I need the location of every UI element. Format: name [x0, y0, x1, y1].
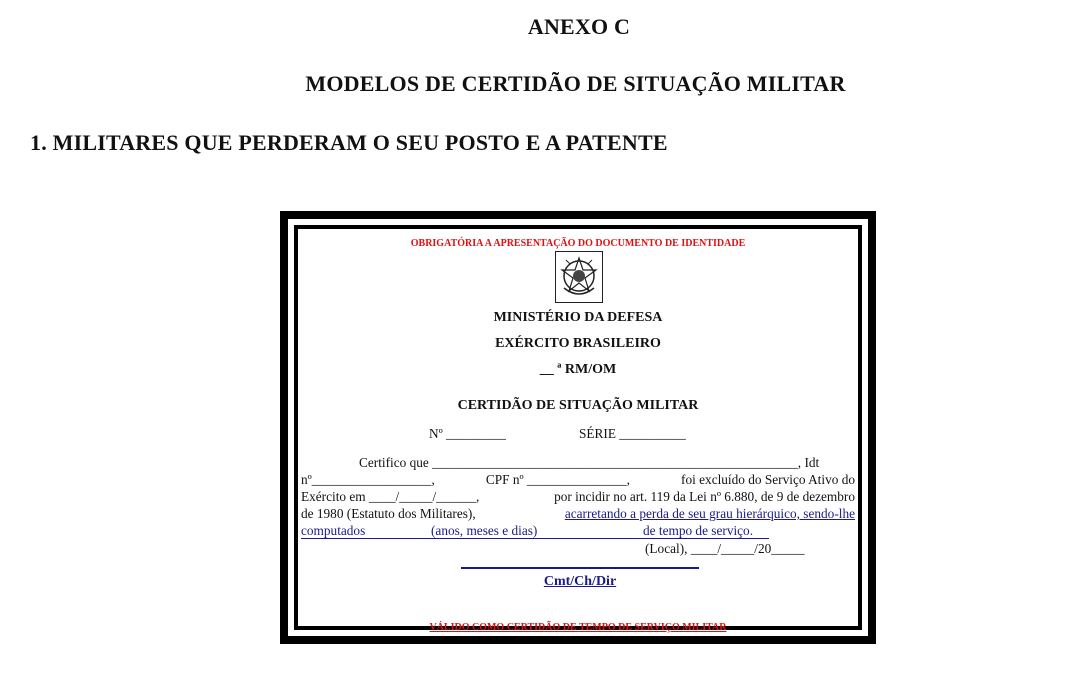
- certificate-series: SÉRIE __________: [579, 426, 686, 441]
- coat-of-arms-icon: [555, 251, 603, 303]
- signature-title: Cmt/Ch/Dir: [543, 574, 617, 589]
- certificate-frame-gap: [288, 219, 868, 636]
- place-date: (Local), ____/_____/20_____: [645, 541, 805, 556]
- id-number-blank: nº__________________,: [301, 472, 435, 487]
- ministry-name: MINISTÉRIO DA DEFESA: [493, 310, 663, 325]
- name-blank: _______________________________________________________: [432, 455, 798, 470]
- certificate-inner-border: [294, 225, 862, 633]
- service-time-label: de tempo de serviço.: [643, 523, 754, 538]
- certificate-title: CERTIDÃO DE SITUAÇÃO MILITAR: [457, 398, 699, 413]
- exclusion-date-blank: Exército em ____/_____/______,: [301, 489, 480, 504]
- service-time-line: [301, 522, 769, 539]
- id-required-note: OBRIGATÓRIA A APRESENTAÇÃO DO DOCUMENTO DE IDENTIDADE: [410, 238, 746, 249]
- law-reference: por incidir no art. 119 da Lei nº 6.880, de 9 de dezembro: [554, 489, 855, 504]
- certificate-number: Nº _________: [429, 426, 506, 441]
- computed-label: computados: [301, 523, 366, 538]
- excluded-text: foi excluído do Serviço Ativo do: [681, 472, 855, 487]
- certificate-body: [301, 229, 855, 633]
- section-title: 1. MILITARES QUE PERDERAM O SEU POSTO E A PATENTE: [30, 130, 668, 155]
- signature-line: [461, 567, 699, 569]
- validity-note: VÁLIDO COMO CERTIDÃO DE TEMPO DE SERVIÇO MILITAR: [429, 622, 727, 633]
- document-title: MODELOS DE CERTIDÃO DE SITUAÇÃO MILITAR: [305, 71, 846, 96]
- annex-title: ANEXO C: [527, 14, 631, 39]
- certificate-frame: [280, 211, 876, 644]
- cpf-blank: CPF nº _______________,: [485, 472, 630, 487]
- army-name: EXÉRCITO BRASILEIRO: [495, 336, 661, 351]
- time-units-label: (anos, meses e dias): [431, 523, 538, 538]
- region-unit: __ ª RM/OM: [539, 362, 617, 377]
- idt-label: , Idt: [797, 455, 820, 470]
- rank-loss-text: acarretando a perda de seu grau hierárquico, sendo-lhe: [564, 506, 855, 521]
- statute-reference: de 1980 (Estatuto dos Militares),: [301, 506, 476, 521]
- certify-text: Certifico que: [359, 455, 429, 470]
